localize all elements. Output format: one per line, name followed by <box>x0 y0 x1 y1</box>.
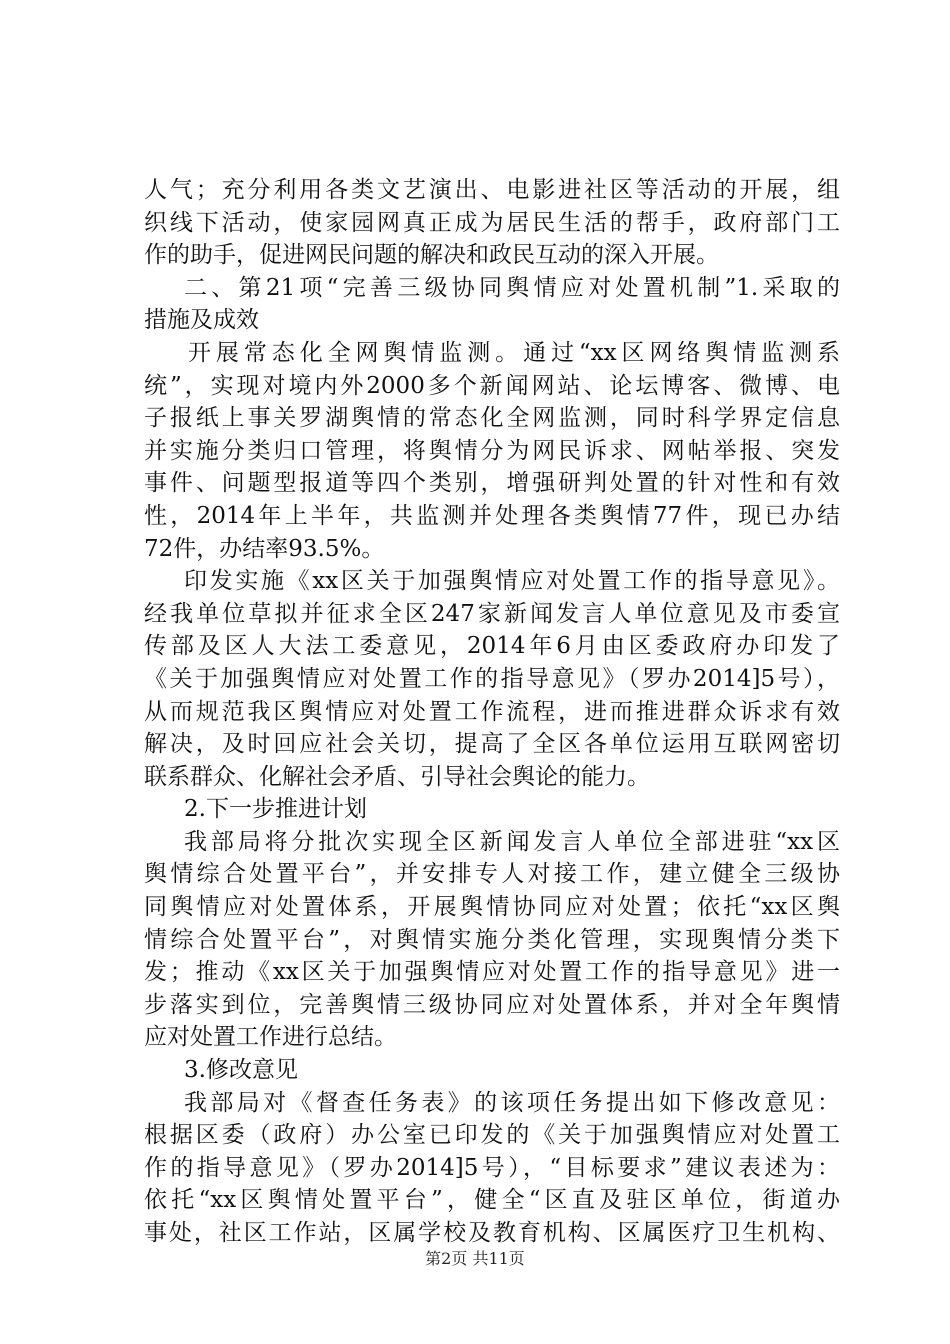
text-line: 从而规范我区舆情应对处置工作流程，进而推进群众诉求有效 <box>144 698 840 725</box>
text-line: 舆情综合处置平台”，并安排专人对接工作，建立健全三级协 <box>144 861 840 888</box>
text-line: 传部及区人大法工委意见，2014年6月由区委政府办印发了 <box>144 633 840 660</box>
page-footer <box>0 1246 950 1269</box>
text-line: 子报纸上事关罗湖舆情的常态化全网监测，同时科学界定信息 <box>144 405 840 432</box>
text-line: 根据区委（政府）办公室已印发的《关于加强舆情应对处置工 <box>144 1122 840 1149</box>
text-line: 印发实施《xx区关于加强舆情应对处置工作的指导意见》。 <box>184 568 840 595</box>
text-line: 联系群众、化解社会矛盾、引导社会舆论的能力。 <box>144 763 650 790</box>
text-line: 72件，办结率93.5%。 <box>144 535 385 562</box>
text-line: 并实施分类归口管理，将舆情分为网民诉求、网帖举报、突发 <box>144 437 840 464</box>
text-line: 3.修改意见 <box>184 1057 298 1084</box>
text-line: 经我单位草拟并征求全区247家新闻发言人单位意见及市委宣 <box>144 600 840 627</box>
text-line: 作的指导意见》（罗办2014]5号），“目标要求”建议表述为： <box>144 1154 840 1181</box>
text-line: 二、第21项“完善三级协同舆情应对处置机制”1.采取的 <box>184 274 840 301</box>
text-line: 《关于加强舆情应对处置工作的指导意见》（罗办2014]5号）， <box>144 665 840 692</box>
text-line: 事处，社区工作站，区属学校及教育机构、区属医疗卫生机构、 <box>144 1220 840 1246</box>
text-line: 解决，及时回应社会关切，提高了全区各单位运用互联网密切 <box>144 731 840 758</box>
text-line: 性，2014年上半年，共监测并处理各类舆情77件，现已办结 <box>144 502 840 529</box>
text-line: 作的助手，促进网民问题的解决和政民互动的深入开展。 <box>144 242 719 269</box>
text-line: 发；推动《xx区关于加强舆情应对处置工作的指导意见》进一 <box>144 959 840 986</box>
text-line: 统”，实现对境内外2000多个新闻网站、论坛博客、微博、电 <box>144 372 840 399</box>
text-line: 织线下活动，使家园网真正成为居民生活的帮手，政府部门工 <box>144 209 840 236</box>
text-line: 应对处置工作进行总结。 <box>144 1024 397 1051</box>
text-line: 措施及成效 <box>144 307 259 334</box>
document-body <box>144 174 840 1250</box>
text-line: 依托“xx区舆情处置平台”，健全“区直及驻区单位，街道办 <box>144 1187 840 1214</box>
text-line: 我部局对《督查任务表》的该项任务提出如下修改意见： <box>184 1089 840 1116</box>
text-line: 步落实到位，完善舆情三级协同应对处置体系，并对全年舆情 <box>144 991 840 1018</box>
text-line: 情综合处置平台”，对舆情实施分类化管理，实现舆情分类下 <box>144 926 840 953</box>
text-line: 开展常态化全网舆情监测。通过“xx区网络舆情监测系 <box>188 339 840 366</box>
text-line: 同舆情应对处置体系，开展舆情协同应对处置；依托“xx区舆 <box>144 894 840 921</box>
text-line: 我部局将分批次实现全区新闻发言人单位全部进驻“xx区 <box>184 828 840 855</box>
page-number-label: 第2页 共11页 <box>425 1249 525 1268</box>
text-line: 人气；充分利用各类文艺演出、电影进社区等活动的开展，组 <box>144 177 840 203</box>
text-line: 事件、问题型报道等四个类别，增强研判处置的针对性和有效 <box>144 470 840 497</box>
text-line: 2.下一步推进计划 <box>184 796 367 823</box>
